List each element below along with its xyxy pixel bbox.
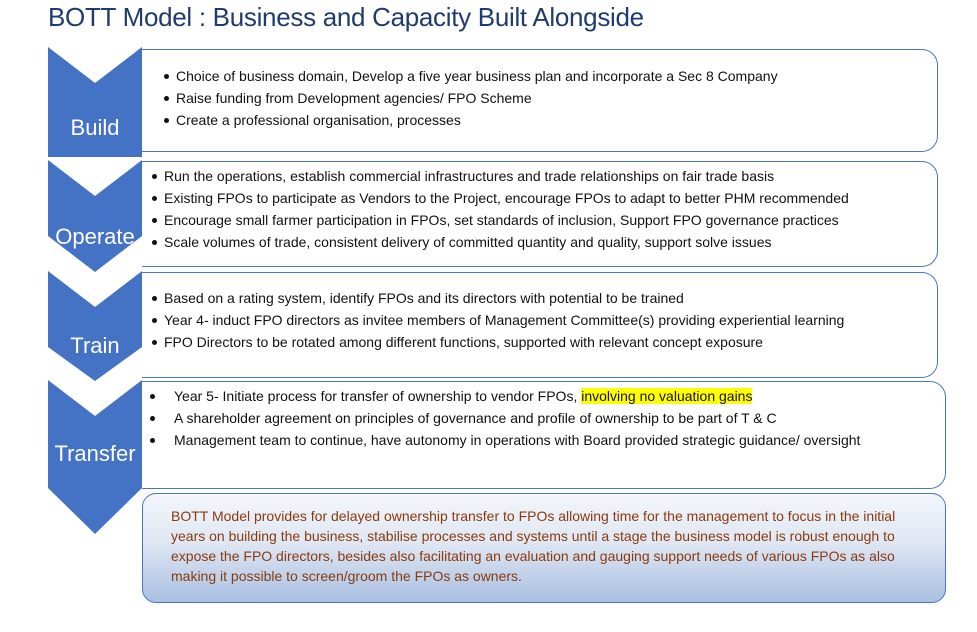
chevron-transfer (48, 380, 142, 534)
bullet-text: Year 5- Initiate process for transfer of ownership to vendor FPOs, (174, 388, 578, 404)
chevron-operate (48, 160, 142, 272)
summary-text: BOTT Model provides for delayed ownership transfer to FPOs allowing time for the management to focus in the initial years on building the business, stabilise processes and systems until a stage the business model is robust enough to expose the FPO directors, besides also facilitating an evaluation and gauging support needs of various FPOs as also making it possible to screen/groom the FPOs as owners. (171, 508, 896, 584)
list-item: FPO Directors to be rotated among different functions, supported with relevant concept exposure (152, 331, 937, 353)
list-item: Existing FPOs to participate as Vendors to the Project, encourage FPOs to adapt to better PHM recommended (152, 187, 937, 209)
stage-label-train: Train (70, 333, 120, 358)
list-item: Management team to continue, have autonomy in operations with Board provided strategic guidance/ oversight (144, 429, 885, 451)
transfer-box (142, 381, 946, 489)
list-item: Run the operations, establish commercial infrastructures and trade relationships on fair trade basis (152, 165, 937, 187)
build-box (142, 49, 938, 152)
list-item: Raise funding from Development agencies/ FPO Scheme (164, 87, 937, 109)
list-item (144, 385, 885, 407)
list-item: Year 4- induct FPO directors as invitee members of Management Committee(s) providing experiential learning (152, 309, 937, 331)
list-item: Encourage small farmer participation in FPOs, set standards of inclusion, Support FPO governance practices (152, 209, 937, 231)
summary-box (142, 493, 946, 603)
list-item: Scale volumes of trade, consistent delivery of committed quantity and quality, support solve issues (152, 231, 937, 253)
stage-label-operate: Operate (55, 224, 135, 249)
list-item: Choice of business domain, Develop a five year business plan and incorporate a Sec 8 Company (164, 65, 937, 87)
list-item: Create a professional organisation, processes (164, 109, 937, 131)
stage-label-build: Build (70, 115, 120, 140)
stage-label-transfer: Transfer (54, 441, 136, 466)
train-box (142, 272, 938, 378)
highlighted-text: involving no valuation gains (581, 388, 753, 404)
slide-title: BOTT Model : Business and Capacity Built Alongside (48, 2, 644, 32)
list-item: Based on a rating system, identify FPOs and its directors with potential to be trained (152, 287, 937, 309)
operate-box (142, 161, 938, 267)
list-item: A shareholder agreement on principles of governance and profile of ownership to be part of T & C (144, 407, 885, 429)
chevron-build (48, 47, 142, 157)
chevron-train (48, 271, 142, 381)
